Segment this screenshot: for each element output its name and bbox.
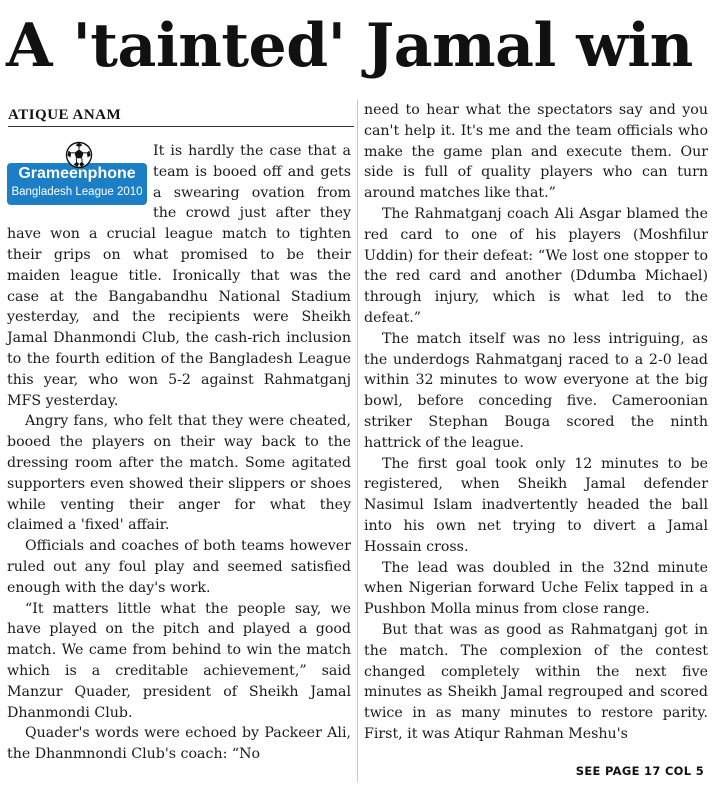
column-divider [357,100,358,782]
paragraph: Officials and coaches of both teams however ruled out any foul play and seemed satisfied enough with the day's work. [7,538,351,596]
paragraph: It is hardly the case that a team is booed off and gets a swearing ovation from the crowd just after they have won a crucial league match to tighten their grips on what promised to be their maiden league title. Ironically that was the case at the Bangabandhu National Stadium yesterday, and the recipients were Sheikh Jamal Dhanmondi Club, the cash-rich inclusion to the fourth edition of the Bangladesh League this year, who won 5-2 against Rahmatganj MFS yesterday. [7,143,351,409]
paragraph: “It matters little what the people say, we have played on the pitch and played a good match. We came from behind to win the match which is a creditable achievement,” said Manzur Quader, president of Sheikh Jamal Dhanmondi Club. [7,600,351,721]
paragraph: But that was as good as Rahmatganj got in the match. The complexion of the contest changed completely within the next five minutes as Sheikh Jamal regrouped and scored twice in as many minutes to restore parity. First, it was Atiqur Rahman Meshu's [364,621,708,742]
paragraph: The Rahmatganj coach Ali Asgar blamed the red card to one of his players (Moshfilur Uddin) for their defeat: “We lost one stopper to the red card and another (Ddumba Michael) through injury, which is what led to the defeat.” [364,205,708,326]
byline: ATIQUE ANAM [8,107,122,123]
paragraph: Angry fans, who felt that they were cheated, booed the players on their way back to the dressing room after the match. Some agitated supporters even showed their slippers or shoes while venting their anger for what they claimed a 'fixed' affair. [7,413,351,534]
logo-subtitle: Bangladesh League 2010 [11,186,143,198]
continued-jump-line: SEE PAGE 17 COL 5 [575,764,704,778]
byline-rule [8,126,354,127]
paragraph: need to hear what the spectators say and you can't help it. It's me and the team officials who make the game plan and execute them. Our side is full of quality players who can turn around matches like that.” [364,102,708,202]
headline: A 'tainted' Jamal win [6,11,693,81]
paragraph: The first goal took only 12 minutes to be registered, when Sheikh Jamal defender Nasimul Islam inadvertently headed the ball into his own net trying to divert a Jamal Hossain cross. [364,455,708,555]
league-logo [7,141,147,207]
logo-brand: Grameenphone [18,165,136,182]
article-column-left [7,141,351,781]
paragraph: Quader's words were echoed by Packeer Ali, the Dhanmnondi Club's coach: “No [7,725,351,763]
paragraph: The lead was doubled in the 32nd minute when Nigerian forward Uche Felix tapped in a Pushbon Molla minus from close range. [364,559,708,618]
article-column-right [364,100,708,762]
paragraph: The match itself was no less intriguing, as the underdogs Rahmatganj raced to a 2-0 lead within 32 minutes to wow everyone at the big bowl, before conceding five. Cameroonian striker Stephan Bouga scored the ninth hattrick of the league. [364,330,708,451]
